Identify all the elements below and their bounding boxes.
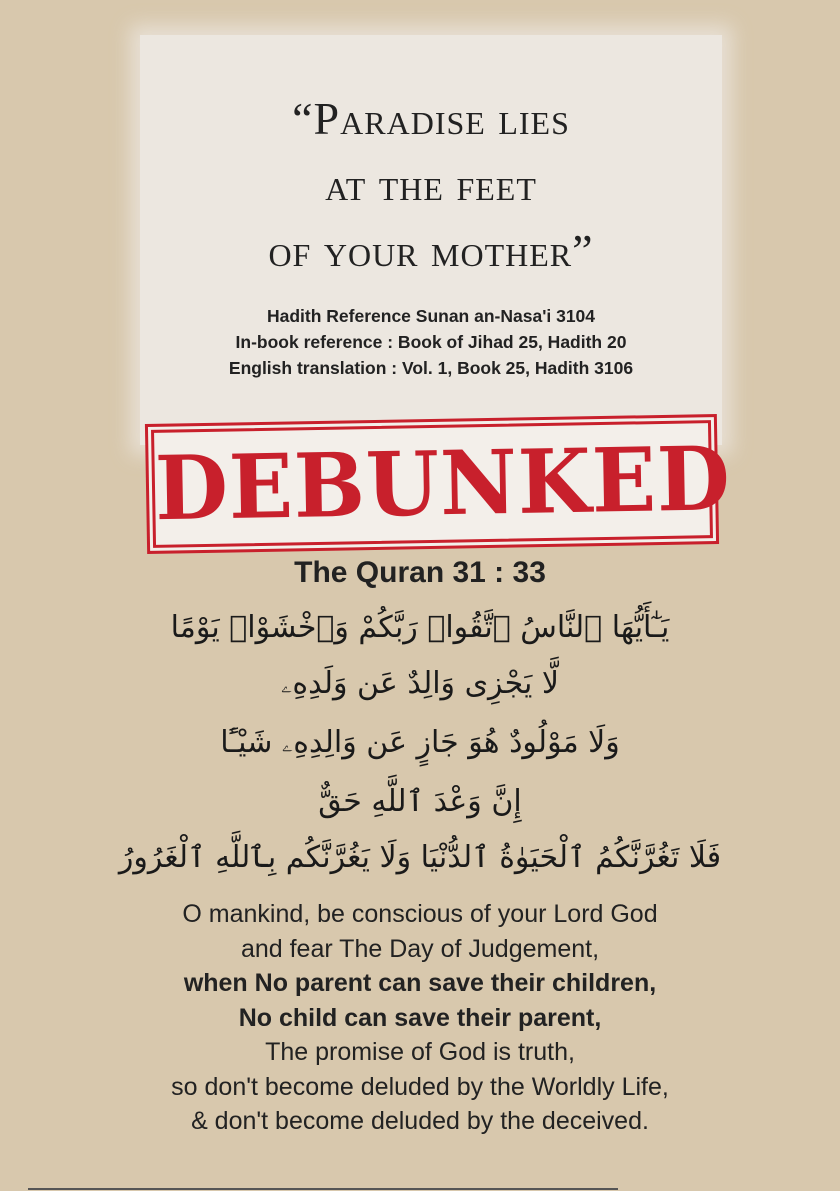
hadith-references — [140, 303, 722, 381]
translation-line: O mankind, be conscious of your Lord God — [182, 900, 658, 928]
arabic-line: لَّا يَجْزِى وَالِدٌ عَن وَلَدِهِۦ — [281, 666, 559, 701]
translation-line: & don't become deluded by the deceived. — [191, 1107, 649, 1135]
arabic-line: يَـٰٓأَيُّهَا ٱلنَّاسُ ٱتَّقُوا۟ رَبَّكُمْ وَٱخْشَوْا۟ يَوْمًا — [170, 610, 670, 645]
english-translation-reference: English translation : Vol. 1, Book 25, Hadith 3106 — [228, 358, 634, 378]
stamp-text: DEBUNKED — [154, 426, 732, 541]
translation-line: The promise of God is truth, — [265, 1038, 575, 1066]
bottom-divider — [28, 1188, 618, 1190]
arabic-verse — [60, 600, 780, 886]
english-translation — [0, 897, 840, 1139]
translation-line: and fear The Day of Judgement, — [240, 934, 600, 963]
hadith-reference: Hadith Reference Sunan an-Nasa'i 3104 — [266, 306, 596, 326]
quote-line: “Paradise lies — [292, 93, 570, 144]
arabic-line: إِنَّ وَعْدَ ٱللَّهِ حَقٌّ — [318, 784, 522, 819]
verse-reference: The Quran 31 : 33 — [294, 556, 546, 589]
translation-line: so don't become deluded by the Worldly Life, — [171, 1072, 669, 1101]
quote-title — [140, 86, 722, 284]
debunked-stamp — [151, 420, 732, 548]
translation-line: No child can save their parent, — [238, 1003, 602, 1032]
in-book-reference: In-book reference : Book of Jihad 25, Hadith 20 — [235, 332, 627, 352]
translation-line: when No parent can save their children, — [183, 969, 657, 997]
arabic-line: فَلَا تَغُرَّنَّكُمُ ٱلْحَيَوٰةُ ٱلدُّنْيَا وَلَا يَغُرَّنَّكُم بِٱللَّهِ ٱلْغَرُورُ — [118, 840, 722, 875]
arabic-line: وَلَا مَوْلُودٌ هُوَ جَازٍ عَن وَالِدِهِۦ شَيْـًٔا — [220, 725, 620, 760]
quote-line: at the feet — [325, 159, 537, 210]
quote-line: of your mother” — [268, 225, 594, 276]
